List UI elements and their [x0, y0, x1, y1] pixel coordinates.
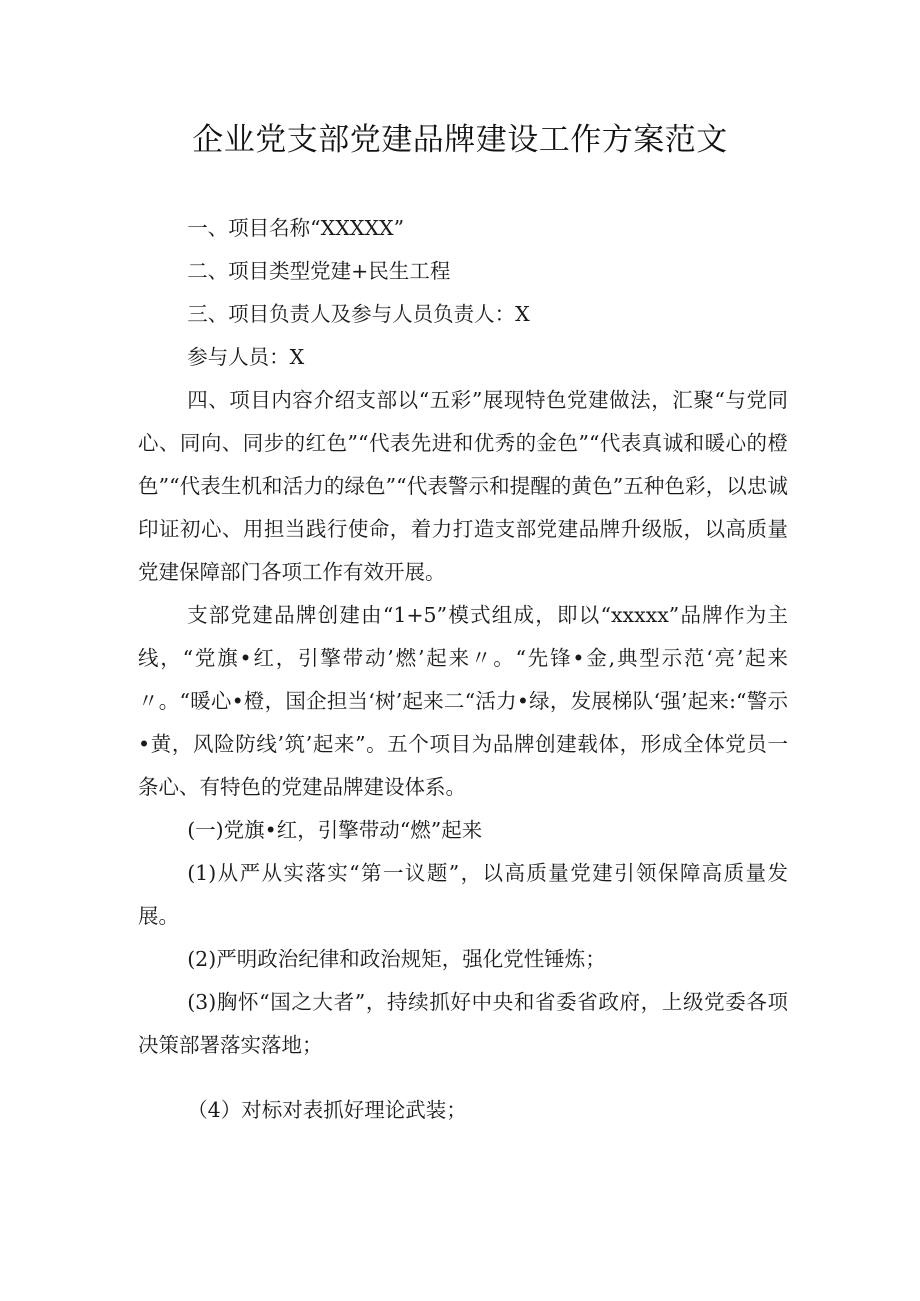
- paragraph-project-name: 一、项目名称“XXXXX”: [187, 216, 405, 240]
- paragraph-project-leader: 三、项目负责人及参与人员负责人：X: [187, 302, 530, 326]
- paragraph-participants: 参与人员：X: [187, 345, 305, 369]
- list-item-1: (1)从严从实落实“第一议题”，以高质量党建引领保障高质量发展。: [138, 861, 788, 928]
- paragraph-project-type: 二、项目类型党建+民生工程: [187, 259, 451, 283]
- list-item-2: (2)严明政治纪律和政治规矩，强化党性锤炼；: [187, 947, 606, 971]
- section-heading-red: (一)党旗•红，引擎带动“燃”起来: [187, 818, 483, 842]
- document-title: 企业党支部党建品牌建设工作方案范文: [192, 122, 728, 158]
- paragraph-brand-model: 支部党建品牌创建由“1+5”模式组成，即以“xxxxx”品牌作为主线，“党旗•红，引擎带动’燃’起来〃。“先锋•金,典型示范‘亮’起来〃。“暖心•橙，国企担当‘树’起来二“活力•绿，发展梯队‘强’起来:“警示•黄，风险防线’筑’起来”。五个项目为品牌创建载体，形成全体党员一条心、有特色的党建品牌建设体系。: [138, 603, 788, 799]
- document-body: [138, 207, 788, 1132]
- list-item-3: (3)胸怀“国之大者”，持续抓好中央和省委省政府，上级党委各项决策部署落实落地；: [138, 990, 788, 1057]
- list-item-4: （4）对标对表抓好理论武装；: [187, 1098, 467, 1122]
- paragraph-project-content: 四、项目内容介绍支部以“五彩”展现特色党建做法，汇聚“与党同心、同向、同步的红色”“代表先进和优秀的金色”“代表真诚和暖心的橙色”“代表生机和活力的绿色”“代表警示和提醒的黄色”五种色彩，以忠诚印证初心、用担当践行使命，着力打造支部党建品牌升级版，以高质量党建保障部门各项工作有效开展。: [138, 388, 788, 584]
